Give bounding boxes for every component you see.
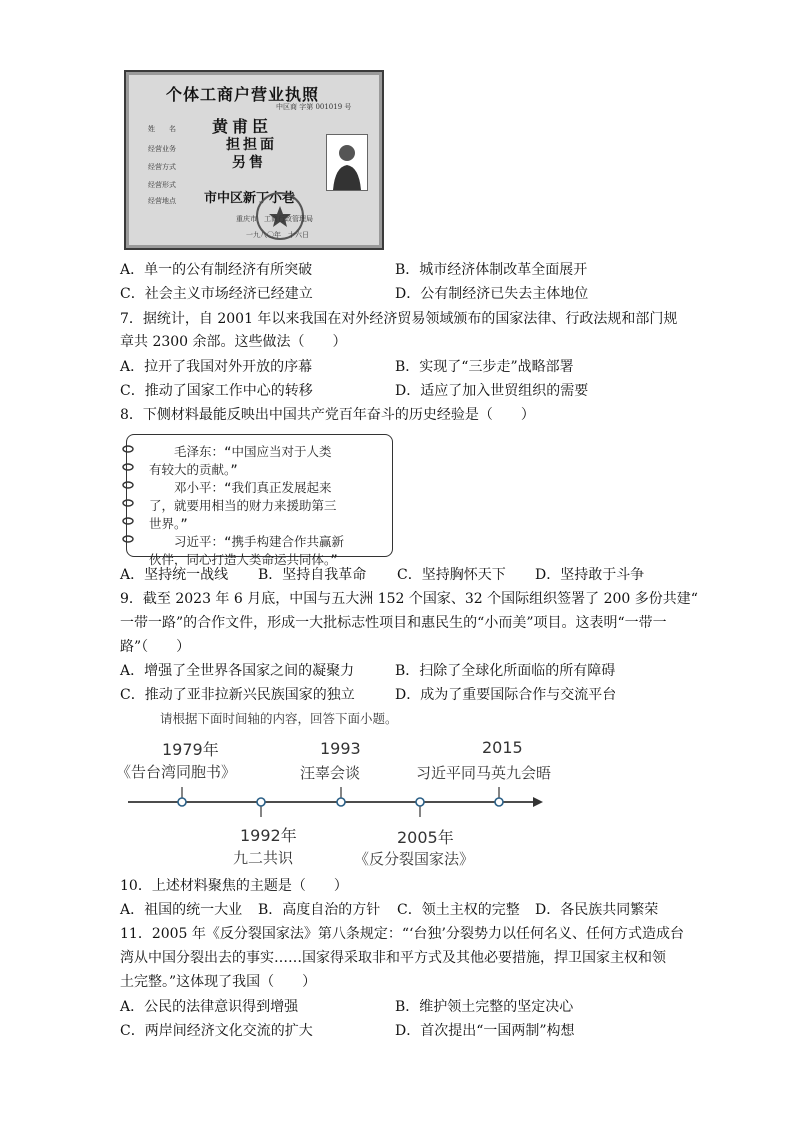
portrait-photo [326, 134, 368, 191]
timeline-year: 1979年 [162, 740, 219, 759]
q9-stem-cont: 一带一路”的合作文件，形成一大批标志性项目和惠民生的“小而美”项目。这表明“一带一 [120, 615, 667, 631]
q10-option-d: D．各民族共同繁荣 [535, 902, 659, 918]
q6-option-a: A．单一的公有制经济有所突破 [120, 262, 313, 278]
license-date: 一九八〇年 十六日 [246, 231, 309, 239]
q8-stem: 8．下侧材料最能反映出中国共产党百年奋斗的历史经验是（ ） [120, 407, 535, 423]
q7-option-c: C．推动了国家工作中心的转移 [120, 383, 313, 399]
arrow-right-icon [533, 797, 543, 807]
q6-option-d: D．公有制经济已失去主体地位 [395, 286, 589, 302]
q8-option-a: A．坚持统一战线 [120, 567, 229, 583]
timeline-node [257, 798, 265, 806]
timeline-year: 1993 [320, 739, 361, 758]
license-issuer: 重庆市 工商行政管理局 [236, 215, 313, 223]
spiral-rings-icon [121, 443, 135, 553]
q11-stem-cont: 土完整。”这体现了我国（ ） [120, 974, 317, 990]
notebook-line: 邓小平：“我们真正发展起来 [149, 480, 332, 495]
license-title: 个体工商户营业执照 [166, 85, 320, 104]
q7-stem: 7．据统计，自 2001 年以来我国在对外经济贸易领域颁布的国家法律、行政法规和部门规 [120, 311, 678, 327]
q9-stem-cont: 路”（ ） [120, 639, 191, 655]
notebook-line: 有较大的贡献。” [149, 462, 238, 477]
notebook-line: 伙伴，同心打造人类命运共同体。” [149, 552, 338, 567]
q9-option-a: A．增强了全世界各国家之间的凝聚力 [120, 663, 355, 679]
q9-option-b: B．扫除了全球化所面临的所有障碍 [395, 663, 616, 679]
q8-option-b: B．坚持自我革命 [258, 567, 367, 583]
q11-option-b: B．维护领土完整的坚定决心 [395, 999, 574, 1015]
q10-option-b: B．高度自治的方针 [258, 902, 381, 918]
license-field-label: 经营地点 [148, 197, 176, 205]
q7-option-b: B．实现了“三步走”战略部署 [395, 359, 574, 375]
timeline-node [178, 798, 186, 806]
license-mode: 另售 [232, 155, 266, 171]
q7-option-a: A．拉开了我国对外开放的序幕 [120, 359, 313, 375]
q11-option-c: C．两岸间经济文化交流的扩大 [120, 1023, 313, 1039]
q11-stem-cont: 湾从中国分裂出去的事实……国家得采取非和平方式及其他必要措施，捍卫国家主权和领 [120, 950, 666, 966]
notebook-line: 世界。” [149, 516, 188, 531]
q11-option-a: A．公民的法律意识得到增强 [120, 999, 299, 1015]
timeline-node [495, 798, 503, 806]
timeline-intro: 请根据下面时间轴的内容，回答下面小题。 [160, 711, 398, 726]
q9-stem: 9．截至 2023 年 6 月底，中国与五大洲 152 个国家、32 个国际组织签署了 200 多份共建“ [120, 591, 698, 607]
license-field-label: 经营形式 [148, 181, 176, 189]
timeline-year: 2015 [482, 738, 523, 757]
q10-option-c: C．领土主权的完整 [397, 902, 520, 918]
q9-option-c: C．推动了亚非拉新兴民族国家的独立 [120, 687, 355, 703]
q8-option-d: D．坚持敢于斗争 [535, 567, 645, 583]
license-field-label: 经营方式 [148, 163, 176, 171]
q6-option-b: B．城市经济体制改革全面展开 [395, 262, 588, 278]
notebook-line: 了，就要用相当的财力来援助第三 [149, 498, 337, 513]
notebook-line: 习近平：“携手构建合作共赢新 [149, 534, 345, 549]
timeline-label: 九二共识 [233, 849, 294, 867]
q11-option-d: D．首次提出“一国两制”构想 [395, 1023, 575, 1039]
timeline-label: 《反分裂国家法》 [354, 850, 475, 868]
timeline-label: 习近平同马英九会晤 [416, 764, 552, 782]
q11-stem: 11．2005 年《反分裂国家法》第八条规定：“‘台独’分裂势力以任何名义、任何方式造成台 [120, 926, 684, 942]
q10-stem: 10．上述材料聚焦的主题是（ ） [120, 878, 348, 894]
timeline-label: 《告台湾同胞书》 [116, 763, 237, 781]
q7-stem-cont: 章共 2300 余部。这些做法（ ） [120, 334, 347, 350]
q7-option-d: D．适应了加入世贸组织的需要 [395, 383, 589, 399]
license-field-label: 姓 名 [148, 125, 176, 133]
timeline-node [416, 798, 424, 806]
timeline-label: 汪辜会谈 [300, 764, 361, 782]
notebook-line: 毛泽东：“中国应当对于人类 [149, 444, 332, 459]
q9-option-d: D．成为了重要国际合作与交流平台 [395, 687, 617, 703]
license-business: 担担面 [226, 137, 277, 153]
q10-option-a: A．祖国的统一大业 [120, 902, 243, 918]
timeline [110, 735, 610, 870]
timeline-year: 1992年 [240, 826, 297, 845]
timeline-year: 2005年 [397, 828, 454, 847]
timeline-node [337, 798, 345, 806]
quote-notebook [126, 434, 393, 567]
license-address: 市中区新丁小巷 [204, 191, 296, 206]
q6-option-c: C．社会主义市场经济已经建立 [120, 286, 313, 302]
license-number: 中区商 字第 001019 号 [276, 103, 352, 111]
license-field-label: 经营业务 [148, 145, 176, 153]
license-name: 黄甫臣 [212, 117, 273, 136]
q8-option-c: C．坚持胸怀天下 [397, 567, 506, 583]
business-license-photo [124, 70, 384, 250]
